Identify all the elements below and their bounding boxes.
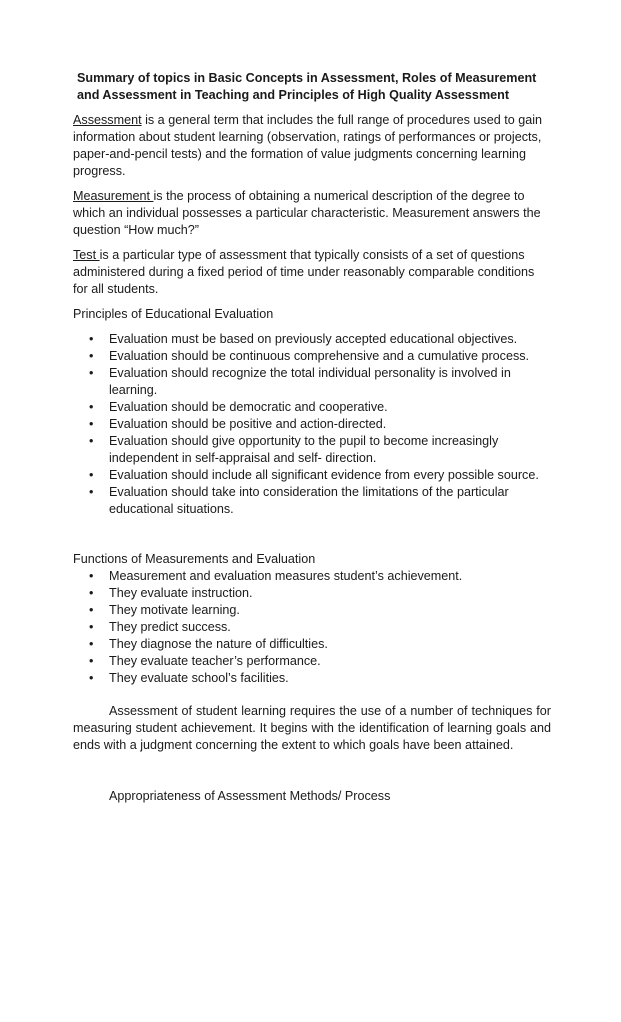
test-definition: [73, 247, 551, 298]
functions-heading: Functions of Measurements and Evaluation: [73, 552, 316, 566]
document-title: Summary of topics in Basic Concepts in Assessment, Roles of Measurement and Assessment in Teaching and Principles of High Quality Assessment: [77, 71, 537, 102]
list-item: • Evaluation should be democratic and cooperative.: [89, 400, 388, 414]
spacer: [73, 526, 551, 551]
list-item: • They evaluate school’s facilities.: [89, 671, 289, 685]
bullet-icon: •: [89, 485, 94, 499]
list-item: • They predict success.: [89, 620, 231, 634]
test-term: Test: [73, 248, 100, 262]
bullet-icon: •: [89, 603, 94, 617]
principles-heading: Principles of Educational Evaluation: [73, 307, 274, 321]
bullet-icon: •: [89, 671, 94, 685]
assessment-term: Assessment: [73, 113, 142, 127]
document-page: [73, 70, 551, 818]
bullet-icon: •: [89, 620, 94, 634]
bullet-icon: •: [89, 417, 94, 431]
list-item: • They evaluate instruction.: [89, 586, 253, 600]
list-item: • Evaluation should be continuous comprehensive and a cumulative process.: [89, 349, 530, 363]
principles-list: [73, 331, 551, 518]
list-item: • Measurement and evaluation measures student’s achievement.: [89, 569, 463, 583]
closing-paragraph: Assessment of student learning requires the use of a number of techniques for measuring student achievement. It begins with the identification of learning goals and ends with a judgment concerning the extent to which goals have been attained.: [73, 704, 551, 752]
measurement-definition: [73, 188, 551, 239]
bullet-icon: •: [89, 434, 94, 448]
bullet-icon: •: [89, 349, 94, 363]
test-text: is a particular type of assessment that typically consists of a set of questions administered during a fixed period of time under reasonably comparable conditions for all students.: [73, 248, 535, 296]
functions-list: [73, 568, 551, 687]
bullet-icon: •: [89, 569, 94, 583]
list-item: • Evaluation should be positive and action-directed.: [89, 417, 387, 431]
list-item: • They motivate learning.: [89, 603, 240, 617]
measurement-term: Measurement: [73, 189, 154, 203]
list-item: • Evaluation must be based on previously accepted educational objectives.: [89, 332, 518, 346]
list-item: • They diagnose the nature of difficulties.: [89, 637, 328, 651]
list-item: • Evaluation should give opportunity to the pupil to become increasingly independent in self-appraisal and self- direction.: [89, 434, 499, 465]
bullet-icon: •: [89, 400, 94, 414]
measurement-text: is the process of obtaining a numerical description of the degree to which an individual possesses a particular characteristic. Measurement answers the question “How much?”: [73, 189, 541, 237]
list-item: • They evaluate teacher’s performance.: [89, 654, 321, 668]
list-item: • Evaluation should recognize the total individual personality is involved in learning.: [89, 366, 511, 397]
bullet-icon: •: [89, 468, 94, 482]
bullet-icon: •: [89, 586, 94, 600]
bullet-icon: •: [89, 332, 94, 346]
list-item: • Evaluation should take into consideration the limitations of the particular educational situations.: [89, 485, 509, 516]
bullet-icon: •: [89, 654, 94, 668]
bullet-icon: •: [89, 366, 94, 380]
assessment-text: is a general term that includes the full range of procedures used to gain information about student learning (observation, ratings of performances or projects, paper-and-pencil tests) and the formation of value judgments concerning learning progress.: [73, 113, 543, 178]
list-item: • Evaluation should include all significant evidence from every possible source.: [89, 468, 539, 482]
assessment-definition: [73, 112, 551, 180]
next-section-heading: Appropriateness of Assessment Methods/ Process: [109, 789, 391, 803]
bullet-icon: •: [89, 637, 94, 651]
